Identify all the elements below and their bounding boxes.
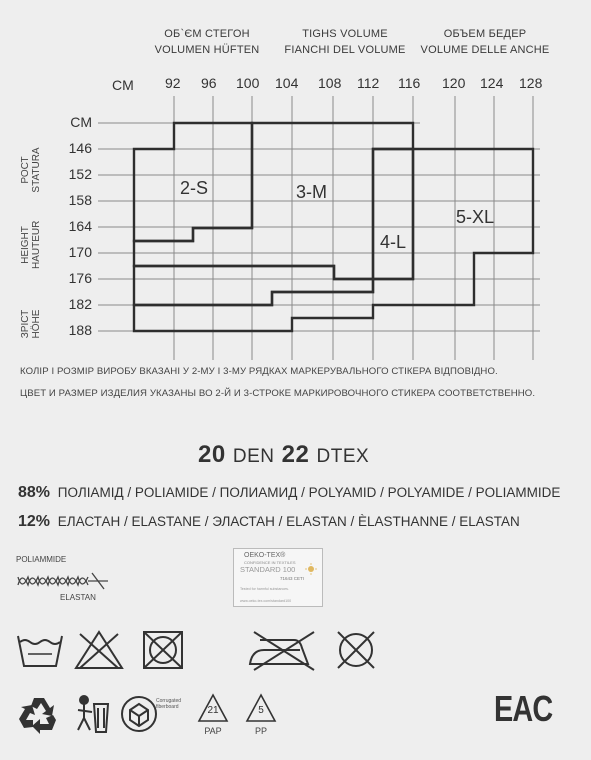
no-dry-clean-icon — [332, 628, 380, 672]
y-tick: 188 — [68, 322, 92, 338]
note-ru: ЦВЕТ И РАЗМЕР ИЗДЕЛИЯ УКАЗАНЫ ВО 2-Й И 3-СТРОКЕ МАРКИРОВОЧНОГО СТИКЕРА СООТВЕТСТВЕННО. — [20, 388, 536, 399]
no-tumble-dry-icon — [140, 628, 186, 672]
composition-text: ПОЛІАМІД / POLIAMIDE / ПОЛИАМИД / POLYAMID / POLYAMIDE / POLIAMMIDE — [57, 485, 561, 500]
yarn-top-label: POLIAMMIDE — [16, 555, 67, 564]
yarn-bottom-label: ELASTAN — [60, 593, 96, 602]
y-tick: 164 — [68, 218, 92, 234]
composition-row-polyamide — [18, 484, 560, 502]
oeko-tex-small-2: www.oeko-tex.com/standard100 — [240, 599, 292, 603]
x-tick: 120 — [442, 75, 466, 91]
side-label-de: HÖHE — [31, 309, 42, 339]
hip-label-ua: ОБ`ЄМ СТЕГОН — [164, 28, 250, 40]
hip-label-it: FIANCHI DEL VOLUME — [284, 44, 406, 56]
x-tick: 112 — [357, 75, 380, 91]
density-line — [198, 441, 369, 469]
sun-icon — [305, 563, 317, 575]
x-tick: 108 — [318, 75, 342, 91]
side-label-it: STATURA — [31, 147, 42, 193]
hip-label-ru: ОБЪЕМ БЕДЕР — [443, 28, 527, 40]
side-label-ua: ЗРІСТ — [20, 309, 31, 339]
yarn-twist-icon — [12, 567, 114, 593]
no-iron-icon — [246, 628, 322, 672]
composition-row-elastane — [18, 513, 520, 531]
composition-pct: 88% — [18, 484, 51, 501]
waste-bin-icon — [70, 692, 110, 736]
y-tick: 176 — [68, 270, 92, 286]
yarn-diagram — [12, 555, 114, 605]
oeko-tex-code: 71643 CETI — [280, 576, 305, 581]
den-unit: DEN — [232, 446, 275, 467]
dtex-value: 22 — [281, 441, 310, 468]
x-tick: 104 — [275, 75, 299, 91]
x-tick: 128 — [519, 75, 543, 91]
x-tick: 124 — [480, 75, 504, 91]
pp-code: 5 — [258, 705, 264, 716]
corrugated-box-icon — [118, 692, 186, 736]
box-recycle-icon — [118, 692, 160, 736]
y-tick: 182 — [68, 296, 92, 312]
note-ua: КОЛІР І РОЗМІР ВИРОБУ ВКАЗАНІ У 2-МУ І 3-МУ РЯДКАХ МАРКЕРУВАЛЬНОГО СТІКЕРА ВІДПОВІДНО. — [20, 366, 498, 377]
size-label-s: 2-S — [180, 178, 209, 198]
dtex-unit: DTEX — [316, 446, 370, 467]
wash-30-icon — [14, 628, 66, 672]
y-tick: 152 — [68, 166, 92, 182]
size-label-l: 4-L — [380, 232, 407, 252]
y-unit-label: CM — [70, 114, 92, 130]
no-bleach-icon — [72, 628, 126, 672]
recycle-icon — [16, 692, 62, 736]
pap-label: PAP — [204, 726, 222, 736]
x-tick: 100 — [236, 75, 260, 91]
den-value: 20 — [198, 441, 226, 468]
hip-label-fr: VOLUME DELLE ANCHE — [420, 44, 550, 56]
side-label-en: HEIGHT — [20, 226, 31, 264]
y-tick: 158 — [68, 192, 92, 208]
composition-pct: 12% — [18, 513, 51, 530]
side-label-ru: РОСТ — [20, 156, 31, 184]
hip-label-de: VOLUMEN HÜFTEN — [154, 44, 260, 56]
oeko-tex-tagline: CONFIDENCE IN TEXTILES — [244, 560, 296, 565]
pap-code: 21 — [207, 705, 219, 716]
y-tick: 146 — [68, 140, 92, 156]
x-tick: 96 — [201, 75, 217, 91]
x-unit-label: CM — [112, 77, 134, 93]
x-tick: 92 — [165, 75, 181, 91]
oeko-tex-standard: STANDARD 100 — [240, 565, 296, 574]
y-tick: 170 — [68, 244, 92, 260]
eac-mark: EAC — [494, 688, 553, 729]
oeko-tex-label — [233, 548, 323, 607]
oeko-tex-small-1: Tested for harmful substances. — [240, 587, 289, 591]
size-label-xl: 5-XL — [456, 207, 495, 227]
pp-label: PP — [254, 726, 267, 736]
composition-text: ЕЛАСТАН / ELASTANE / ЭЛАСТАН / ELASTAN / ÈLASTHANNE / ELASTAN — [57, 514, 520, 529]
size-label-m: 3-M — [296, 182, 327, 202]
side-label-fr: HAUTEUR — [31, 220, 42, 269]
hip-label-en: TIGHS VOLUME — [302, 28, 388, 40]
pp-recycle-symbol — [244, 692, 278, 740]
pap-recycle-symbol — [196, 692, 230, 740]
x-tick: 116 — [398, 75, 421, 91]
corrugated-label: Corrugated fiberboard — [156, 698, 182, 710]
oeko-tex-brand: OEKO-TEX® — [244, 552, 286, 559]
